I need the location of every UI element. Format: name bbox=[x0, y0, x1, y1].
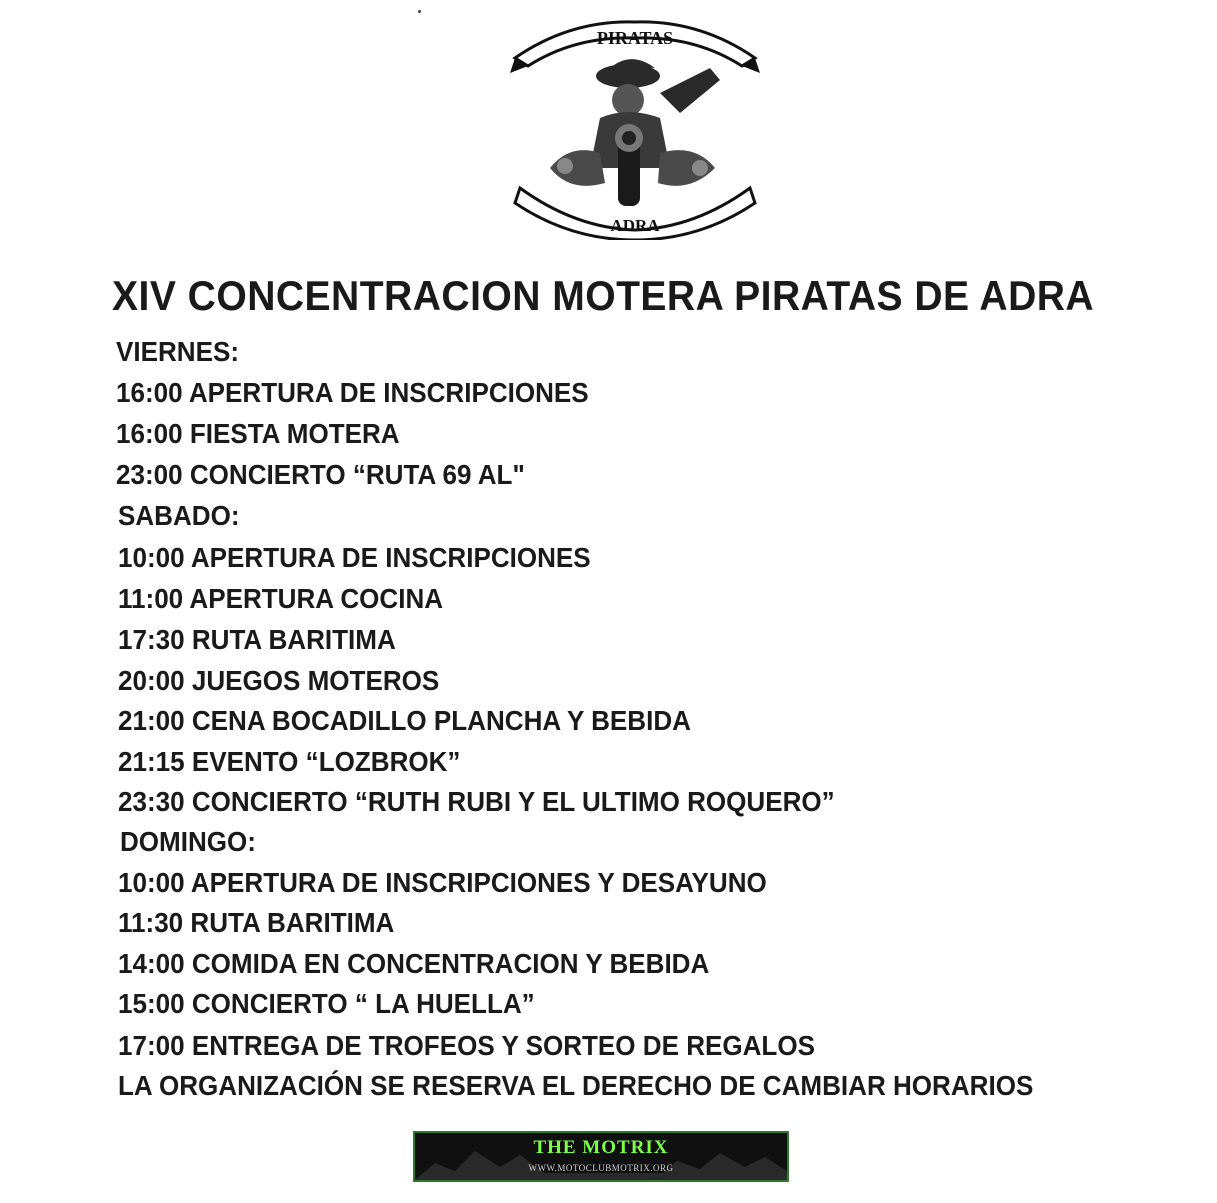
schedule-line: 23:30 CONCIERTO “RUTH RUBI Y EL ULTIMO ROQUERO” bbox=[118, 786, 835, 817]
schedule-line: 10:00 APERTURA DE INSCRIPCIONES bbox=[118, 542, 591, 573]
piratas-adra-logo bbox=[510, 18, 760, 240]
schedule-line: 16:00 FIESTA MOTERA bbox=[116, 418, 400, 449]
logo-banner-bottom: ADRA bbox=[610, 216, 660, 235]
disclaimer-line: LA ORGANIZACIÓN SE RESERVA EL DERECHO DE CAMBIAR HORARIOS bbox=[118, 1070, 1034, 1101]
schedule-line: 17:00 ENTREGA DE TROFEOS Y SORTEO DE REGALOS bbox=[118, 1030, 815, 1061]
day-heading-domingo: DOMINGO: bbox=[120, 826, 256, 857]
event-title: XIV CONCENTRACION MOTERA PIRATAS DE ADRA bbox=[112, 272, 1095, 319]
schedule-line: 11:30 RUTA BARITIMA bbox=[118, 907, 395, 938]
day-heading-sabado: SABADO: bbox=[118, 500, 240, 531]
schedule-line: 17:30 RUTA BARITIMA bbox=[118, 624, 396, 655]
schedule-line: 15:00 CONCIERTO “ LA HUELLA” bbox=[118, 988, 535, 1019]
schedule-line: 21:15 EVENTO “LOZBROK” bbox=[118, 746, 461, 777]
motrix-badge bbox=[413, 1131, 789, 1182]
badge-url: WWW.MOTOCLUBMOTRIX.ORG bbox=[528, 1163, 674, 1173]
schedule-line: 10:00 APERTURA DE INSCRIPCIONES Y DESAYUNO bbox=[118, 867, 767, 898]
schedule-line: 14:00 COMIDA EN CONCENTRACION Y BEBIDA bbox=[118, 948, 710, 979]
schedule-line: 20:00 JUEGOS MOTEROS bbox=[118, 665, 440, 696]
schedule-line: 11:00 APERTURA COCINA bbox=[118, 583, 444, 614]
speck bbox=[418, 10, 421, 13]
schedule-line: 21:00 CENA BOCADILLO PLANCHA Y BEBIDA bbox=[118, 705, 691, 736]
logo-banner-top: PIRATAS bbox=[596, 28, 674, 48]
schedule-line: 16:00 APERTURA DE INSCRIPCIONES bbox=[116, 377, 589, 408]
schedule-line: 23:00 CONCIERTO “RUTA 69 AL" bbox=[116, 459, 525, 490]
badge-title: THE MOTRIX bbox=[533, 1137, 669, 1158]
day-heading-viernes: VIERNES: bbox=[116, 336, 239, 367]
